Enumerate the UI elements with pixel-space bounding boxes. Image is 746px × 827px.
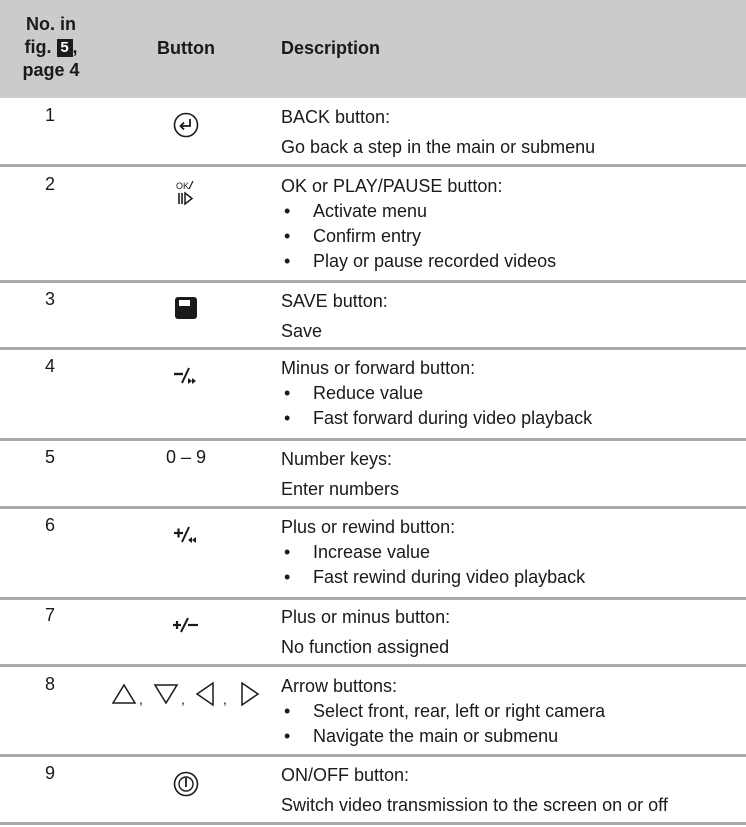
row-description — [281, 674, 741, 749]
bullet-item: • Select front, rear, left or right camera — [281, 699, 741, 724]
bullet-item: • Fast forward during video playback — [281, 406, 741, 431]
row-number: 5 — [44, 447, 55, 467]
header-button: Button — [157, 38, 215, 58]
arrow-right-icon — [242, 683, 258, 705]
svg-text:,: , — [223, 691, 227, 707]
header-fig-suffix: , — [72, 37, 78, 57]
back-icon — [132, 111, 240, 144]
row-title: Plus or rewind button: — [281, 517, 456, 537]
header-no-line3: page 4 — [22, 60, 80, 80]
svg-text:OK: OK — [176, 181, 190, 191]
row-divider — [0, 664, 746, 667]
number-keys-label: 0 – 9 — [165, 447, 207, 467]
row-description — [281, 763, 741, 818]
row-number: 4 — [44, 356, 55, 376]
header-description: Description — [281, 38, 381, 58]
bullet-item: • Increase value — [281, 540, 741, 565]
row-number: 1 — [44, 105, 55, 125]
row-title: SAVE button: — [281, 291, 388, 311]
row-text: Switch video transmission to the screen on or off — [281, 795, 668, 815]
svg-text:,: , — [181, 691, 185, 707]
row-number: 2 — [44, 174, 55, 194]
power-icon — [132, 770, 240, 803]
row-divider — [0, 438, 746, 441]
row-title: Minus or forward button: — [281, 358, 476, 378]
row-divider — [0, 347, 746, 350]
minus-forward-icon — [132, 366, 240, 391]
row-title: OK or PLAY/PAUSE button: — [281, 176, 503, 196]
row-divider — [0, 164, 746, 167]
arrow-icons — [108, 680, 264, 713]
ok-play-pause-icon — [132, 178, 240, 213]
bullet-item: • Reduce value — [281, 381, 741, 406]
bullet-item: • Activate menu — [281, 199, 741, 224]
bullet-item: • Play or pause recorded videos — [281, 249, 741, 274]
bullet-item: • Fast rewind during video playback — [281, 565, 741, 590]
arrow-left-icon — [197, 683, 213, 705]
row-text: Enter numbers — [281, 479, 400, 499]
header-fig-prefix: fig. — [24, 37, 52, 57]
arrow-up-icon — [113, 685, 135, 703]
row-text: Go back a step in the main or submenu — [281, 137, 596, 157]
row-number: 8 — [44, 674, 55, 694]
row-description — [281, 605, 741, 660]
row-title: BACK button: — [281, 107, 391, 127]
table-header — [0, 0, 746, 98]
row-description — [281, 447, 741, 502]
plus-minus-icon — [132, 616, 240, 639]
header-no-line1: No. in — [26, 14, 76, 34]
header-no-line2 — [0, 36, 102, 59]
row-divider — [0, 822, 746, 825]
row-description — [281, 174, 741, 274]
save-icon — [132, 295, 240, 326]
row-divider — [0, 597, 746, 600]
row-divider — [0, 506, 746, 509]
plus-rewind-icon — [132, 525, 240, 550]
row-description — [281, 515, 741, 590]
row-description — [281, 105, 741, 160]
row-divider — [0, 754, 746, 757]
row-title: ON/OFF button: — [281, 765, 410, 785]
bullet-item: • Confirm entry — [281, 224, 741, 249]
row-text: Save — [281, 321, 323, 341]
row-title: Plus or minus button: — [281, 607, 451, 627]
row-title: Number keys: — [281, 449, 393, 469]
row-number: 7 — [44, 605, 55, 625]
row-divider — [0, 280, 746, 283]
row-number: 6 — [44, 515, 55, 535]
row-number: 3 — [44, 289, 55, 309]
row-description — [281, 356, 741, 431]
svg-text:,: , — [139, 691, 143, 707]
row-title: Arrow buttons: — [281, 676, 398, 696]
arrow-down-icon — [155, 685, 177, 703]
fig-number-badge: 5 — [57, 39, 73, 57]
row-text: No function assigned — [281, 637, 450, 657]
header-no — [0, 13, 102, 82]
row-description — [281, 289, 741, 344]
row-number: 9 — [44, 763, 55, 783]
bullet-item: • Navigate the main or submenu — [281, 724, 741, 749]
